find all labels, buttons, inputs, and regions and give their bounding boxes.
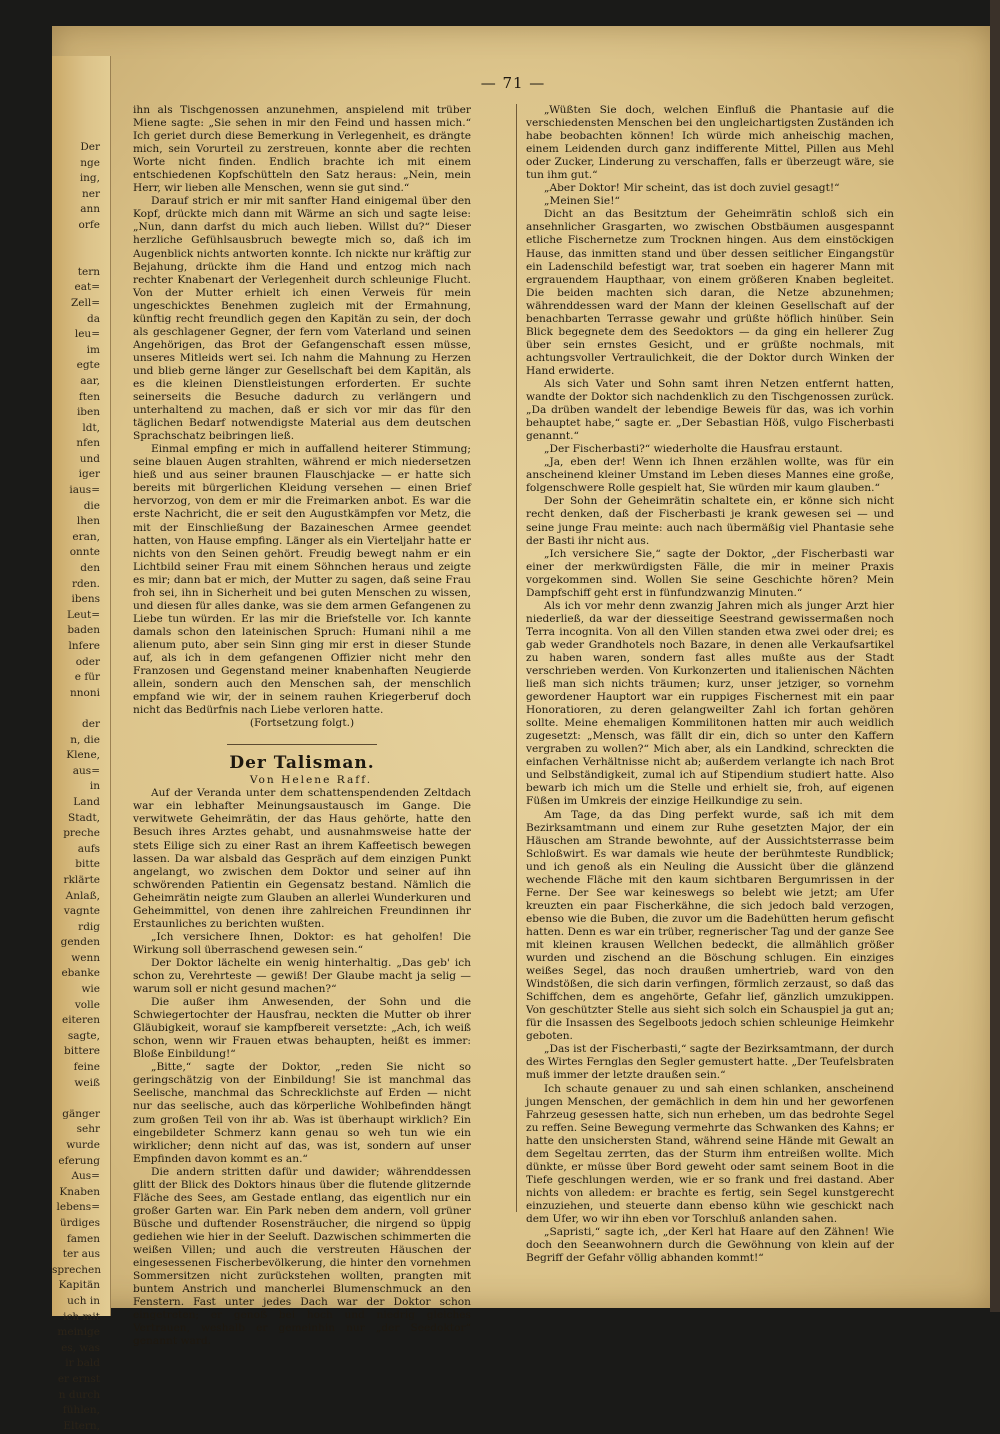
facing-page-line: tern — [77, 265, 100, 278]
facing-page-line: ften — [78, 390, 100, 403]
facing-page-line: leu= — [74, 328, 100, 341]
facing-page-line: Stadt, — [68, 811, 100, 824]
paragraph: „Ja, eben der! Wenn ich Ihnen erzählen wollte, was für ein anscheinend kleiner Umstand im Leben dieses Mannes eine große, folgenschwere Rolle gespielt hat, Sie würden mir kaum glauben.“ — [526, 456, 894, 495]
facing-page-line: den — [80, 562, 100, 575]
paragraph: „Sapristi,“ sagte ich, „der Kerl hat Haare auf den Zähnen! Wie doch den Seeanwohnern durch die Gewöhnung von klein auf der Begriff der Gefahr völlig abhanden kommt!“ — [526, 1226, 894, 1265]
paragraph: „Bitte,“ sagte der Doktor, „reden Sie nicht so geringschätzig von der Einbildung! Sie ist manchmal das Seelische, manchmal das Schrecklichste auf Erden — nicht nur das seelische, auch das körperliche Wohlbefinden hängt zum großen Teil von ihr ab. Was ist überhaupt wirklich? Ein eingebildeter Schmerz kann genau so weh tun wie ein wirklicher; denn nicht auf das, was ist, sondern auf unser Empfinden davon kommt es an.“ — [133, 1061, 471, 1165]
facing-page-line: Eltern, — [63, 1419, 100, 1432]
facing-page-line: eat= — [74, 281, 100, 294]
facing-page-line: Klene, — [66, 749, 100, 762]
paragraph: Auf der Veranda unter dem schattenspendenden Zeltdach war ein lebhafter Meinungsaustausch im Gange. Die verwitwete Geheimrätin, der das Haus gehörte, hatte den Besuch ihres Arztes gehabt, und ausnahmsweise hatte der stets Eilige sich zu einer Rast an ihrem Kaffeetisch bewegen lassen. Da war alsbald das Gespräch auf dem einzigen Punkt angelangt, wo zwischen dem Doktor und seiner auf ihn schwörenden Patientin ein Gegensatz bestand. Nämlich die Geheimrätin neigte zum Glauben an allerlei Wunderkuren und Geheimmittel, von denen ihre zahlreichen Freundinnen ihr Erstaunliches zu berichten wußten. — [133, 787, 471, 930]
facing-page-line: nnoni — [70, 686, 100, 699]
facing-page-line: sagte, — [67, 1029, 100, 1042]
facing-page-line: volle — [74, 998, 100, 1011]
facing-page-line: iaus= — [69, 484, 100, 497]
facing-page-line: vagnte — [63, 905, 100, 918]
facing-page-line: ann — [80, 203, 100, 216]
paragraph: Darauf strich er mir mit sanfter Hand einigemal über den Kopf, drückte mich dann mit Wärme an sich und sagte leise: „Nun, dann darfst du mich auch lieben. Willst du?“ Dieser herzliche Gefühlsausbruch bewegte mich so, daß ich im Augenblick nichts antworten konnte. Ich nickte nur kräftig zur Bejahung, drückte ihm die Hand und entzog mich nach rechter Knabenart der Verlegenheit durch schleunige Flucht. Von der Mutter erhielt ich einen Verweis für mein ungeschicktes Benehmen zugleich mit der Ermahnung, künftig recht freundlich gegen den Kapitän zu sein, der doch als geschlagener Gegner, der fern vom Vaterland und seinen Angehörigen, das Brot der Gefangenschaft essen müsse, unseres Mitleids wert sei. Ich nahm die Mahnung zu Herzen und blieb gerne länger zur Gesellschaft bei dem Kapitän, als es die kleinen Dienstleistungen erforderten. Er suchte seinerseits die Besuche dadurch zu verlängern und unterhaltend zu machen, daß er sich vor mir das für den täglichen Bedarf notwendigste Material aus dem deutschen Sprachschatz beibringen ließ. — [133, 195, 471, 443]
facing-page-line: lhen — [76, 515, 100, 528]
story-author: Von Helene Raff. — [249, 774, 373, 787]
continuation-note: (Fortsetzung folgt.) — [249, 717, 355, 730]
page-number: — 71 — — [480, 74, 546, 92]
paragraph: Als sich Vater und Sohn samt ihren Netzen entfernt hatten, wandte der Doktor sich nachdenklich zu den Tischgenossen zurück. „Da drüben wandelt der lebendige Beweis für das, was ich vorhin behauptet habe,“ sagte er. „Der Sebastian Höß, vulgo Fischerbasti genannt.“ — [526, 377, 894, 443]
paragraph: „Der Fischerbasti?“ wiederholte die Hausfrau erstaunt. — [544, 443, 843, 456]
paragraph: „Meinen Sie!“ — [544, 195, 620, 208]
paragraph: „Ich versichere Sie,“ sagte der Doktor, „der Fischerbasti war einer der merkwürdigsten Fälle, die mir in meiner Praxis vorgekommen sind. Wollen Sie seine Geschichte hören? Mein Dampfschiff geht erst in fünfundzwanzig Minuten.“ — [526, 547, 894, 599]
facing-page-line: der — [82, 717, 100, 730]
facing-page-line: bitte — [75, 858, 100, 871]
facing-page-line: n durch — [58, 1388, 100, 1401]
facing-page-line: baden — [67, 624, 100, 637]
facing-page-line: ing, — [79, 172, 100, 185]
book-cover-edge — [990, 0, 1000, 1312]
facing-page-line: und — [79, 452, 100, 465]
facing-page-line — [52, 701, 100, 717]
facing-page-line: nfen — [76, 437, 100, 450]
facing-page-line: Knaben — [59, 1185, 100, 1198]
facing-page-line: er ernst — [57, 1372, 100, 1385]
left-column — [133, 104, 471, 1348]
facing-page-line: ich mit — [63, 1310, 100, 1323]
paragraph: „Aber Doktor! Mir scheint, das ist doch zuviel gesagt!“ — [544, 182, 840, 195]
facing-page-line: wie — [81, 983, 100, 996]
facing-page-line: sehr — [76, 1123, 100, 1136]
facing-page-line: rklärte — [63, 873, 100, 886]
paragraph: Einmal empfing er mich in auffallend heiterer Stimmung; seine blauen Augen strahlten, während er mich niedersetzen hieß und aus seiner braunen Flauschjacke — er hatte sich bereits mit bürgerlichen Kleidung versehen — einen Brief hervorzog, von dem er mir die Freimarken anbot. Es war die erste Nachricht, die er seit den Augustkämpfen vor Metz, die mit der Einschließung der Bazaineschen Armee geendet hatten, von Hause empfing. Länger als ein Vierteljahr hatte er nichts von den Seinen gehört. Freudig bewegt nahm er ein Lichtbild seiner Frau mit einem Söhnchen heraus und zeigte es mir; dann bat er mich, der Mutter zu sagen, daß seine Frau froh sei, ihn in Sicherheit und bei guten Menschen zu wissen, und diesen für alles danke, was sie dem armen Gefangenen zu Liebe tun würden. Er las mir die Briefstelle vor. Ich kannte damals schon den lateinischen Spruch: Humani nihil a me alienum puto, aber sein Sinn ging mir erst in dieser Stunde auf, als ich in dem gefangenen Offizier nicht mehr den Franzosen und Gegenstand meiner knabenhaften Neugierde allein, sondern auch den Menschen sah, der menschlich empfand wie wir, der in seinem rauhen Kriegerberuf doch nicht das Bedürfnis nach Liebe verloren hatte. — [133, 443, 471, 717]
facing-page-line: ner — [82, 187, 100, 200]
facing-page-line — [52, 249, 100, 265]
story-text-right — [526, 104, 894, 1265]
facing-page-line: uch in — [67, 1294, 100, 1307]
facing-page-line: aufs — [77, 842, 100, 855]
paragraph: Die außer ihm Anwesenden, der Sohn und die Schwiegertochter der Hausfrau, neckten die Mutter ob ihrer Gläubigkeit, worauf sie kampfbereit versetzte: „Ach, ich weiß schon, wenn wir Frauen etwas behaupten, heißt es immer: Bloße Einbildung!“ — [133, 996, 471, 1061]
facing-page-line: eran, — [72, 530, 100, 543]
facing-page-line: gänger — [62, 1107, 100, 1120]
facing-page-line: ldt, — [82, 421, 100, 434]
facing-page-line: famen — [66, 1232, 100, 1245]
facing-page-line: ürdiges — [59, 1216, 100, 1229]
story-title: Der Talisman. — [229, 753, 375, 774]
facing-page-line: iger — [78, 468, 100, 481]
facing-page-line: orfe — [78, 218, 100, 231]
facing-page-line: egte — [76, 359, 100, 372]
facing-page-line — [52, 234, 100, 250]
facing-page-line: wurde — [66, 1139, 100, 1151]
paragraph: Der Sohn der Geheimrätin schaltete ein, er könne sich nicht recht denken, daß der Fischerbasti je krank gewesen sei — und seine junge Frau meinte: auch nach übermäßig viel Phantasie sehe der Basti ihr nicht aus. — [526, 495, 894, 547]
facing-page-line: Zell= — [70, 296, 100, 309]
facing-page-line: eferung — [58, 1154, 100, 1167]
facing-page-line: in — [89, 780, 100, 793]
facing-page-line: ir bald — [65, 1357, 100, 1370]
facing-page-line: ter aus — [62, 1248, 100, 1261]
paragraph: Ich schaute genauer zu und sah einen schlanken, anscheinend jungen Menschen, der gemächlich in dem hin und her geworfenen Fahrzeug gesessen hatte, sich nun erheben, um das bedrohte Segel zu reffen. Seine Bewegung vermehrte das Schwanken des Kahns; er hatte den unsichersten Stand, während seine Hände mit Gewalt an dem Segeltau zerrten, das der Sturm ihm entreißen wollte. Mich dünkte, er müsse über Bord geweht oder samt seinem Boot in die Tiefe geschlungen werden, wie er so frank und frei dastand. Aber nichts von alledem: er brachte es fertig, sein Segel kunstgerecht einzuziehen, und steuerte dann ebenso kühn wie geschickt nach dem Ufer, wo wir ihn eben vor Torschluß anlanden sahen. — [526, 1082, 894, 1225]
facing-page-line: onnte — [69, 546, 100, 559]
facing-page-line: preche — [63, 827, 100, 840]
facing-page-line: ebanke — [61, 967, 100, 980]
facing-page-line: genden — [60, 936, 100, 949]
paragraph: „Wüßten Sie doch, welchen Einfluß die Phantasie auf die verschiedensten Menschen bei den ungleichartigsten Zuständen ich habe beobachten können! Ich würde mich anheischig machen, einem Leidenden durch ganz indifferente Mittel, Pillen aus Mehl oder Zucker, Linderung zu verschaffen, falls er überzeugt wäre, sie tun ihm gut.“ — [526, 104, 894, 182]
facing-page-line: die — [83, 499, 100, 512]
facing-page-line: feine — [73, 1061, 100, 1074]
facing-page-line: rdig — [78, 920, 100, 933]
facing-page-line: weiß — [74, 1076, 100, 1089]
facing-page-line: rden. — [71, 577, 100, 590]
facing-page-line: bittere — [64, 1045, 100, 1058]
right-column — [526, 104, 894, 1265]
paragraph: Die andern stritten dafür und dawider; währenddessen glitt der Blick des Doktors hinaus über die flutende glitzernde Fläche des Sees, am Gestade entlang, das eigentlich nur ein großer Garten war. Ein Park neben dem andern, voll grüner Büsche und duftender Rosensträucher, die nirgend so üppig gediehen wie hier in der Seeluft. Dazwischen schimmerten die weißen Villen; und auch die verstreuten Häuschen der eingesessenen Fischerbevölkerung, die hinter den vornehmen Sommersitzen nicht zurückstehen wollten, prangten mit buntem Anstrich und mancherlei Blumenschmuck an den Fenstern. Fast unter jedes Dach war der Doktor schon eingetreten; er genoß bei hoch und niedrig gleiches Vertrauen, weshalb er gemeinhin nur „der Seedoktor“ genannt ward. — [133, 1165, 471, 1348]
paragraph: „Das ist der Fischerbasti,“ sagte der Bezirksamtmann, der durch des Wirtes Fernglas den Segler gemustert hatte. „Der Teufelsbraten muß immer der letzte draußen sein.“ — [526, 1043, 894, 1082]
paragraph: Als ich vor mehr denn zwanzig Jahren mich als junger Arzt hier niederließ, da war der diesseitige Seestrand gewissermaßen noch Terra incognita. Von all den Villen standen etwa zwei oder drei; es gab weder Grandhotels noch Bazare, in denen alle Verkaufsartikel zu haben waren, sondern fast alles mußte aus der Stadt verschrieben werden. Von Kurkonzerten und italienischen Nächten ließ man sich nichts träumen; kurz, unser jetziger, so vornehm gewordener Hauptort war ein ruppiges Fischernest mit ein paar Honoratioren, zu deren gelangweilter Zahl ich fortan gehören sollte. Meine ehemaligen Kommilitonen hatten mir auch weidlich zugesetzt: „Mensch, was fällt dir ein, dich so unter den Kaffern vergraben zu wollen?“ Mich aber, als ein Landkind, schreckten die einfachen Verhältnisse nicht ab; außerdem verlangte ich nach Brot und Selbständigkeit, zumal ich auf Stipendium studiert hatte. Also bewarb ich mich um die Stelle und erhielt sie, froh, auf eigenen Füßen im Umkreis der einzige Heilkundige zu sein. — [526, 599, 894, 808]
facing-page-line: es, was — [61, 1341, 100, 1354]
facing-page-line: da — [87, 312, 100, 325]
facing-page-line: fühlen, — [62, 1404, 100, 1417]
facing-page-line: wenn — [71, 951, 100, 964]
facing-page-line: Aus= — [71, 1170, 100, 1183]
column-rule — [516, 104, 517, 1212]
section-divider — [227, 744, 377, 745]
story-text-left — [133, 787, 471, 1348]
facing-page-line: e für — [74, 671, 100, 684]
facing-page-line: im — [86, 343, 100, 356]
facing-page-line: aar, — [80, 374, 100, 387]
facing-page-line: Land — [73, 795, 100, 808]
facing-page-line: oder — [75, 655, 100, 668]
facing-page-line: meinige — [57, 1326, 100, 1339]
facing-page-line: eiteren — [61, 1014, 100, 1027]
facing-page-line: lebens= — [56, 1201, 100, 1214]
facing-page-text — [52, 140, 101, 1432]
facing-page-line: lnfere — [68, 640, 100, 652]
facing-page-line: Leut= — [67, 608, 100, 621]
facing-page-line: ibens — [71, 593, 100, 606]
facing-page-line: nge — [80, 156, 100, 169]
paragraph: Am Tage, da das Ding perfekt wurde, saß ich mit dem Bezirksamtmann und einem zur Ruhe gesetzten Major, der ein Häuschen am Strande bewohnte, auf der Aussichtsterrasse beim Schloßwirt. Es war damals wie heute der berühmteste Rundblick; und ich genoß als ein Neuling die Aussicht über die glänzend wechende Fläche mit den kaum sichtbaren Bergumrissen in der Ferne. Der See war keineswegs so belebt wie jetzt; am Ufer kreuzten ein paar Fischerkähne, die sich jedoch bald verzogen, ebenso wie die Buben, die zuvor um die Badehütten herum gefischt hatten. Denn es war ein trüber, regnerischer Tag und der ganze See mit kleinen krausen Wellchen bedeckt, die allmählich größer wurden und zischend an die Böschung schlugen. Ein einziges weißes Segel, das noch draußen umhertrieb, ward von den Windstößen, die sich darin verfingen, förmlich zerzaust, so daß das Schiffchen, dem es angehörte, Gefahr lief, gänzlich umzukippen. Von geschützter Stelle aus sieht sich solch ein Schauspiel ja gut an; für die Insassen des Segelboots jedoch schien schleunige Heimkehr geboten. — [526, 808, 894, 1043]
facing-page-line: n, die — [70, 733, 100, 746]
facing-page-line — [52, 1091, 100, 1107]
paragraph: Der Doktor lächelte ein wenig hinterhaltig. „Das geb' ich schon zu, Verehrteste — gewiß! Der Glaube macht ja selig — warum soll er nicht gesund machen?“ — [133, 956, 471, 996]
paragraph: ihn als Tischgenossen anzunehmen, anspielend mit trüber Miene sagte: „Sie sehen in mir den Feind und hassen mich.“ Ich geriet durch diese Bemerkung in Verlegenheit, es drängte mich, sein Vorurteil zu zerstreuen, konnte aber die rechten Worte nicht finden. Endlich brachte ich mit einem entschiedenen Kopfschütteln den Satz heraus: „Nein, mein Herr, wir lieben alle Menschen, wenn sie gut sind.“ — [133, 104, 471, 195]
serial-continuation — [133, 104, 471, 717]
paragraph: Dicht an das Besitztum der Geheimrätin schloß sich ein ansehnlicher Grasgarten, wo zwischen Obstbäumen ausgespannt etliche Fischernetze zum Trocknen hingen. Aus dem einstöckigen Hause, das inmitten stand und über dessen seitlicher Eingangstür ein Ladenschild befestigt war, trat soeben ein hagerer Mann mit ergrauendem Haupthaar, von einem größeren Knaben begleitet. Die beiden machten sich daran, die Netze abzunehmen; währenddessen ward der Mann der kleinen Gesellschaft auf der benachbarten Terrasse gewahr und grüßte höflich hinüber. Sein Blick begegnete dem des Seedoktors — da ging ein hellerer Zug über sein ernstes Gesicht, und er grüßte nochmals, mit achtungsvoller Vertraulichkeit, die der Doktor durch Winken der Hand erwiderte. — [526, 208, 894, 377]
facing-page-line: sprechen — [52, 1263, 101, 1276]
facing-page-edge — [52, 56, 111, 1432]
facing-page-line: Der — [80, 141, 100, 153]
facing-page-line: aus= — [72, 764, 100, 777]
facing-page-line: Kapitän — [58, 1279, 100, 1292]
paragraph: „Ich versichere Ihnen, Doktor: es hat geholfen! Die Wirkung soll überraschend gewesen sein.“ — [133, 930, 471, 956]
facing-page-line: iben — [76, 406, 100, 419]
facing-page-line: Anlaß, — [65, 889, 100, 902]
